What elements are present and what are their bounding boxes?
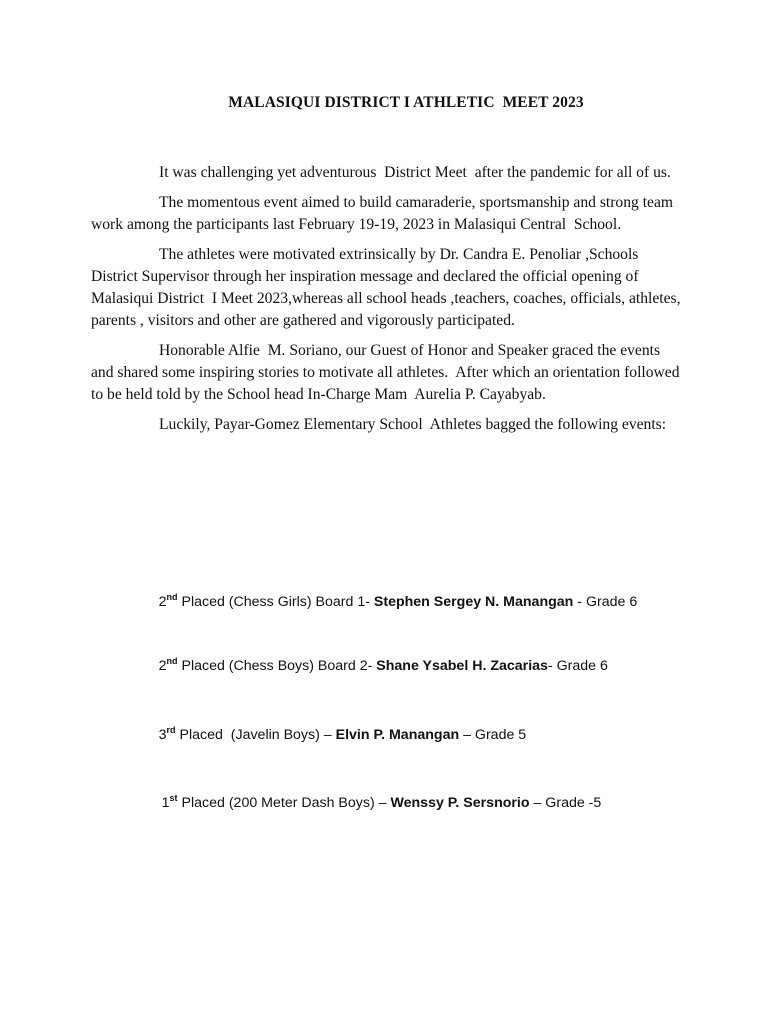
event-label: Placed (Chess Girls) Board 1-	[177, 594, 374, 610]
place-suffix: nd	[166, 592, 178, 602]
document-title: MALASIQUI DISTRICT I ATHLETIC MEET 2023	[228, 94, 584, 111]
place-suffix: st	[169, 793, 178, 803]
grade-label: – Grade 5	[459, 727, 527, 743]
athlete-name: Shane Ysabel H. Zacarias	[376, 658, 548, 674]
grade-label: - Grade 6	[573, 594, 638, 610]
place-number: 2	[158, 594, 167, 610]
paragraph-intro: It was challenging yet adventurous District Meet after the pandemic for all of us.	[159, 164, 671, 181]
event-label: Placed (Chess Boys) Board 2-	[177, 658, 377, 674]
paragraph-event-aim: The momentous event aimed to build camaraderie, sportsmanship and strong team work among the participants last February 19-19, 2023 in Malasiqui Central School.	[91, 194, 677, 233]
athlete-name: Wenssy P. Sersnorio	[390, 795, 530, 811]
event-label: Placed (200 Meter Dash Boys) –	[177, 795, 391, 811]
result-item-chess-boys	[135, 636, 608, 696]
paragraph-results-intro: Luckily, Payar-Gomez Elementary School Athletes bagged the following events:	[159, 416, 667, 433]
paragraph-opening: The athletes were motivated extrinsically by Dr. Candra E. Penoliar ,Schools District Supervisor through her inspiration message and declared the official opening of Malasiqui District I Meet 2023,whereas all school heads ,teachers, coaches, officials, athletes, parents , visitors and other are gathered and vigorously participated.	[91, 246, 685, 329]
event-label: Placed (Javelin Boys) –	[175, 727, 336, 743]
place-number: 2	[158, 658, 167, 674]
paragraph-guest-of-honor: Honorable Alfie M. Soriano, our Guest of Honor and Speaker graced the events and shared some inspiring stories to motivate all athletes. After which an orientation followed to be held told by the School head In-Charge Mam Aurelia P. Cayabyab.	[91, 342, 688, 403]
result-item-javelin-boys	[135, 705, 526, 765]
grade-label: - Grade 6	[547, 658, 608, 674]
place-number: 3	[158, 727, 167, 743]
athlete-name: Elvin P. Manangan	[335, 727, 460, 743]
grade-label: – Grade -5	[529, 795, 602, 811]
place-number: 1	[161, 795, 170, 811]
result-item-200m-dash-boys	[138, 773, 601, 833]
place-suffix: nd	[166, 656, 178, 666]
result-item-chess-girls	[135, 572, 637, 632]
athlete-name: Stephen Sergey N. Manangan	[373, 594, 574, 610]
place-suffix: rd	[166, 725, 176, 735]
document-body	[91, 162, 688, 444]
